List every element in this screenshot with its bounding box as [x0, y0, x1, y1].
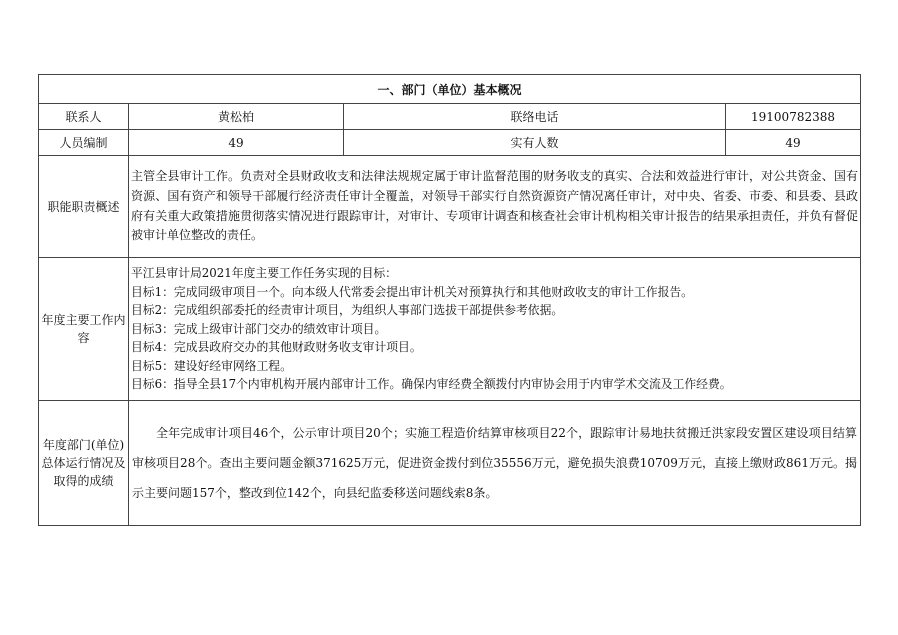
- phone-value: 19100782388: [726, 104, 861, 130]
- annual-tasks-label: 年度主要工作内容: [39, 258, 129, 401]
- results-label: 年度部门(单位)总体运行情况及取得的成绩: [39, 401, 129, 526]
- task-line: 目标2：完成组织部委托的经责审计项目，为组织人事部门选拔干部提供参考依据。: [131, 303, 564, 318]
- results-text: 全年完成审计项目46个，公示审计项目20个；实施工程造价结算审核项目22个，跟踪审计易地扶贫搬迁洪家段安置区建设项目结算审核项目28个。查出主要问题金额371625万元，促进资金拨付到位35556万元，避免损失浪费10709万元，直接上缴财政861万元。揭示主要问题157个，整改到位142个，向县纪监委移送问题线索8条。: [129, 401, 861, 526]
- task-line: 目标5：建设好经审网络工程。: [131, 358, 292, 373]
- annual-tasks-content: [129, 258, 861, 401]
- contact-value: 黄松柏: [129, 104, 344, 130]
- section-title: 一、部门（单位）基本概况: [39, 75, 861, 104]
- staff-quota-label: 人员编制: [39, 130, 129, 156]
- task-line: 目标1：完成同级审项目一个。向本级人代常委会提出审计机关对预算执行和其他财政收支的审计工作报告。: [131, 284, 693, 299]
- contact-label: 联系人: [39, 104, 129, 130]
- task-line: 目标6：指导全县17个内审机构开展内部审计工作。确保内审经费全额拨付内审协会用于内审学术交流及工作经费。: [131, 377, 732, 392]
- actual-staff-value: 49: [726, 130, 861, 156]
- task-line: 目标4：完成县政府交办的其他财政财务收支审计项目。: [131, 340, 422, 355]
- task-line: 目标3：完成上级审计部门交办的绩效审计项目。: [131, 321, 387, 336]
- staff-quota-value: 49: [129, 130, 344, 156]
- basic-info-table: [38, 74, 861, 526]
- task-line: 平江县审计局2021年度主要工作任务实现的目标：: [131, 266, 397, 281]
- actual-staff-label: 实有人数: [344, 130, 726, 156]
- duties-text: 主管全县审计工作。负责对全县财政收支和法律法规规定属于审计监督范围的财务收支的真实、合法和效益进行审计，对公共资金、国有资源、国有资产和领导干部履行经济责任审计全覆盖，对领导干部实行自然资源资产情况离任审计，对中央、省委、市委、和县委、县政府有关重大政策措施贯彻落实情况进行跟踪审计，对审计、专项审计调查和核查社会审计机构相关审计报告的结果承担责任，并负有督促被审计单位整改的责任。: [129, 156, 861, 258]
- duties-label: 职能职责概述: [39, 156, 129, 258]
- phone-label: 联络电话: [344, 104, 726, 130]
